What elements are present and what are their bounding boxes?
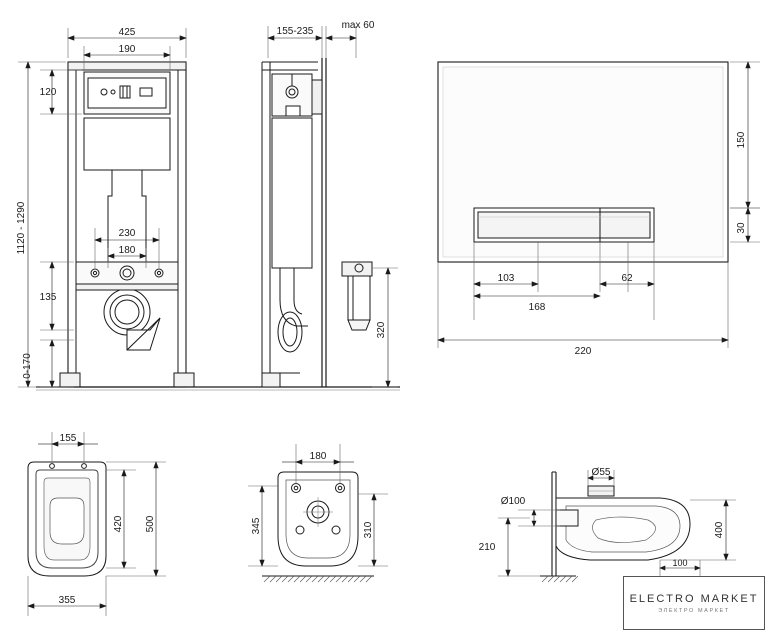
- dim-button-right: 62: [621, 273, 633, 284]
- dim-cistern-top: 120: [39, 87, 57, 98]
- dim-pan-rear: 100: [672, 558, 688, 568]
- dim-pan-height-total: 310: [363, 521, 374, 539]
- dim-outlet-height: 210: [478, 542, 496, 553]
- brand-subtitle: ЭЛЕКТРО МАРКЕТ: [658, 607, 730, 614]
- dim-height-range: 1120 - 1290: [16, 201, 27, 255]
- dim-button-height: 30: [736, 222, 747, 234]
- dim-depth-range: 155-235: [276, 26, 314, 37]
- dim-outlet-height-side: 320: [376, 321, 387, 339]
- frame-side-view: [262, 58, 372, 387]
- dim-seat-width-inner: 155: [59, 433, 77, 444]
- dim-plate-height: 150: [736, 131, 747, 149]
- frame-front-view: [36, 62, 400, 390]
- dim-max-gap: max 60: [341, 20, 375, 31]
- brand-name: ELECTRO MARKET: [629, 592, 759, 605]
- dim-button-left: 103: [497, 273, 515, 284]
- pan-side-view: [540, 472, 690, 582]
- dim-flush-pipe-dia: Ø55: [591, 467, 611, 478]
- brand-logo-box: [623, 576, 765, 630]
- dim-frame-width-inner: 190: [118, 44, 136, 55]
- seat-top-view: [28, 462, 106, 576]
- dim-bolt-outer: 230: [118, 228, 136, 239]
- dim-seat-width-total: 355: [58, 595, 76, 606]
- dim-floor-adjust: 0-170: [22, 353, 33, 379]
- dim-pan-height-inner: 345: [251, 517, 262, 535]
- dim-seat-length-total: 500: [145, 515, 156, 533]
- dim-bolt-inner: 180: [118, 245, 136, 256]
- dim-pan-length: 400: [714, 521, 725, 539]
- dim-frame-width-total: 425: [118, 27, 136, 38]
- dim-plate-width: 220: [574, 346, 592, 357]
- dim-pan-bolt-spacing: 180: [309, 451, 327, 462]
- flush-plate-view: [438, 62, 728, 320]
- dim-button-span: 168: [528, 302, 546, 313]
- dim-seat-length-inner: 420: [113, 515, 124, 533]
- dim-outlet-dia: Ø100: [500, 496, 526, 507]
- dim-lower-block: 135: [39, 292, 57, 303]
- pan-front-view: [262, 472, 374, 582]
